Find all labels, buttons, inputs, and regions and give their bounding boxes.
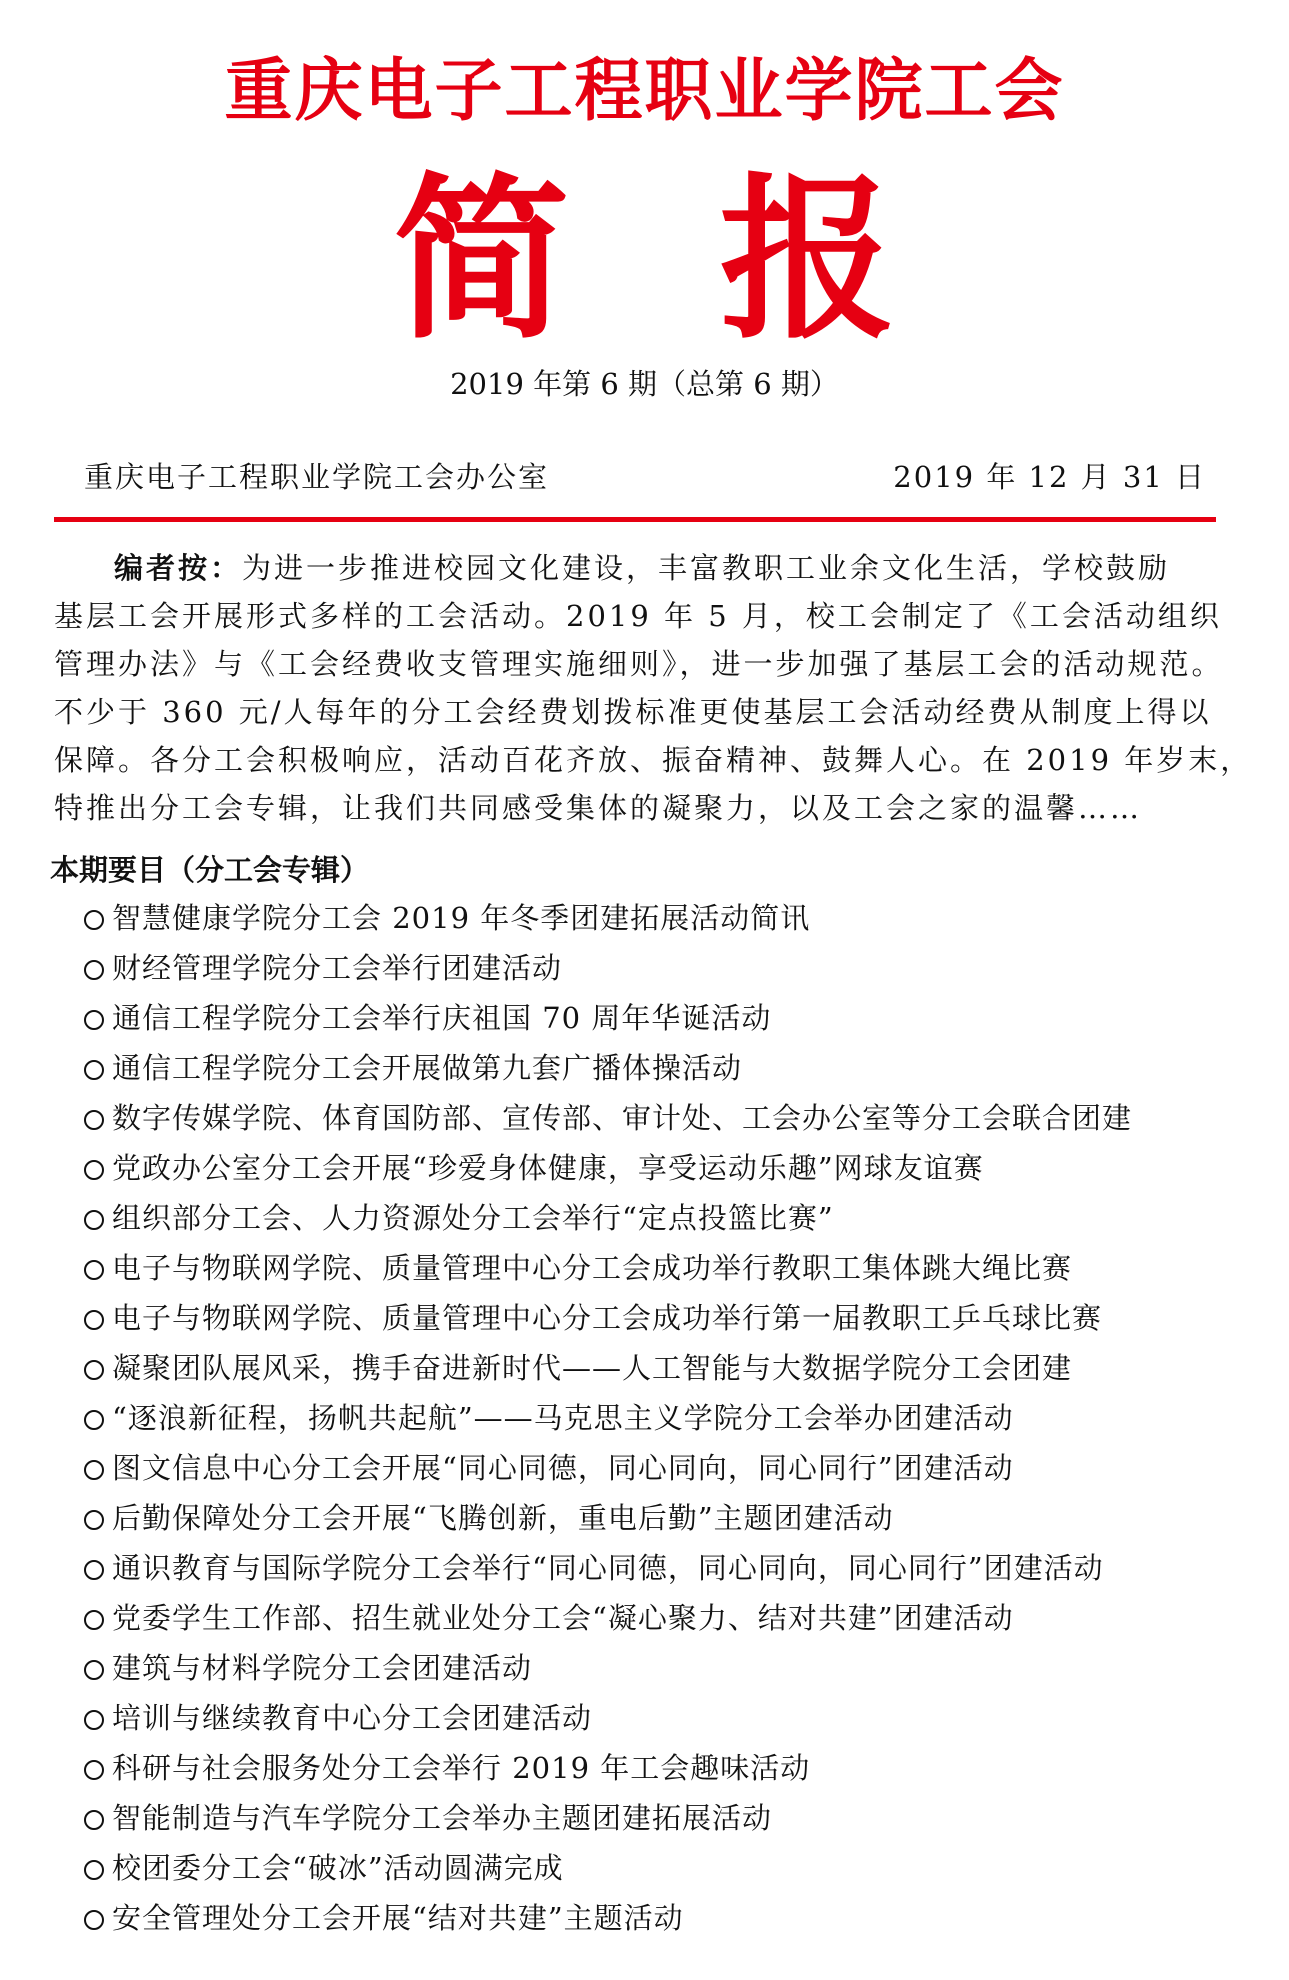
contents-item — [84, 1443, 1264, 1493]
contents-item-title: 智能制造与汽车学院分工会举办主题团建拓展活动 — [112, 1801, 773, 1835]
editor-note-line: 管理办法》与《工会经费收支管理实施细则》，进一步加强了基层工会的活动规范。 — [54, 647, 1224, 681]
contents-list — [84, 893, 1264, 1943]
organization-title: 重庆电子工程职业学院工会 — [224, 52, 1065, 131]
contents-item — [84, 1843, 1264, 1893]
contents-item — [84, 943, 1264, 993]
circle-bullet-icon — [84, 1760, 104, 1780]
circle-bullet-icon — [84, 1560, 104, 1580]
contents-item — [84, 1043, 1264, 1093]
contents-item-title: 图文信息中心分工会开展“同心同德，同心同向，同心同行”团建活动 — [112, 1451, 1014, 1485]
contents-item — [84, 993, 1264, 1043]
contents-item — [84, 1643, 1264, 1693]
contents-item-title: 校团委分工会“破冰”活动圆满完成 — [112, 1851, 564, 1885]
circle-bullet-icon — [84, 1860, 104, 1880]
contents-item — [84, 1593, 1264, 1643]
contents-item — [84, 1543, 1264, 1593]
circle-bullet-icon — [84, 1110, 104, 1130]
circle-bullet-icon — [84, 1810, 104, 1830]
contents-item-title: 通信工程学院分工会举行庆祖国 70 周年华诞活动 — [112, 1001, 772, 1035]
publish-date: 2019 年 12 月 31 日 — [893, 460, 1206, 494]
editor-note-line: 基层工会开展形式多样的工会活动。2019 年 5 月，校工会制定了《工会活动组织 — [54, 599, 1222, 633]
circle-bullet-icon — [84, 1460, 104, 1480]
circle-bullet-icon — [84, 1610, 104, 1630]
contents-item — [84, 1693, 1264, 1743]
contents-item-title: “逐浪新征程，扬帆共起航”——马克思主义学院分工会举办团建活动 — [112, 1401, 1014, 1435]
contents-item-title: 建筑与材料学院分工会团建活动 — [112, 1651, 533, 1685]
circle-bullet-icon — [84, 1010, 104, 1030]
circle-bullet-icon — [84, 1060, 104, 1080]
contents-item — [84, 1143, 1264, 1193]
circle-bullet-icon — [84, 1660, 104, 1680]
contents-item-title: 财经管理学院分工会举行团建活动 — [112, 951, 563, 985]
contents-item-title: 数字传媒学院、体育国防部、宣传部、审计处、工会办公室等分工会联合团建 — [112, 1101, 1133, 1135]
circle-bullet-icon — [84, 1310, 104, 1330]
contents-item — [84, 1393, 1264, 1443]
red-divider — [54, 517, 1216, 522]
contents-heading: 本期要目（分工会专辑） — [50, 853, 370, 887]
contents-item — [84, 1243, 1264, 1293]
circle-bullet-icon — [84, 1910, 104, 1930]
editor-note-line: 保障。各分工会积极响应，活动百花齐放、振奋精神、鼓舞人心。在 2019 年岁末， — [54, 743, 1253, 777]
contents-item-title: 通信工程学院分工会开展做第九套广播体操活动 — [112, 1051, 743, 1085]
contents-item — [84, 1343, 1264, 1393]
circle-bullet-icon — [84, 1410, 104, 1430]
contents-item — [84, 1893, 1264, 1943]
contents-item — [84, 1093, 1264, 1143]
circle-bullet-icon — [84, 1210, 104, 1230]
contents-item-title: 安全管理处分工会开展“结对共建”主题活动 — [112, 1901, 684, 1935]
contents-item-title: 培训与继续教育中心分工会团建活动 — [112, 1701, 593, 1735]
contents-item-title: 党政办公室分工会开展“珍爱身体健康，享受运动乐趣”网球友谊赛 — [112, 1151, 984, 1185]
masthead-title: 简报 — [393, 156, 1046, 363]
circle-bullet-icon — [84, 1710, 104, 1730]
editor-note — [54, 544, 1253, 832]
issue-number: 2019 年第 6 期（总第 6 期） — [450, 367, 839, 401]
circle-bullet-icon — [84, 1510, 104, 1530]
circle-bullet-icon — [84, 1360, 104, 1380]
circle-bullet-icon — [84, 1260, 104, 1280]
contents-item-title: 电子与物联网学院、质量管理中心分工会成功举行第一届教职工乒乓球比赛 — [112, 1301, 1103, 1335]
editor-note-label: 编者按： — [114, 551, 243, 585]
contents-item-title: 党委学生工作部、招生就业处分工会“凝心聚力、结对共建”团建活动 — [112, 1601, 1014, 1635]
contents-item — [84, 1743, 1264, 1793]
contents-item — [84, 1493, 1264, 1543]
contents-item-title: 后勤保障处分工会开展“飞腾创新，重电后勤”主题团建活动 — [112, 1501, 894, 1535]
contents-item — [84, 1293, 1264, 1343]
contents-item — [84, 1793, 1264, 1843]
editor-note-line: 不少于 360 元/人每年的分工会经费划拨标准更使基层工会活动经费从制度上得以 — [54, 695, 1212, 729]
contents-item — [84, 893, 1264, 943]
contents-item-title: 凝聚团队展风采，携手奋进新时代——人工智能与大数据学院分工会团建 — [112, 1351, 1073, 1385]
contents-item-title: 组织部分工会、人力资源处分工会举行“定点投篮比赛” — [112, 1201, 834, 1235]
contents-item-title: 科研与社会服务处分工会举行 2019 年工会趣味活动 — [112, 1751, 811, 1785]
editor-note-line: 特推出分工会专辑，让我们共同感受集体的凝聚力，以及工会之家的温馨…… — [54, 791, 1143, 825]
contents-item — [84, 1193, 1264, 1243]
circle-bullet-icon — [84, 910, 104, 930]
editor-note-text: 为进一步推进校园文化建设，丰富教职工业余文化生活，学校鼓励 — [242, 551, 1171, 585]
circle-bullet-icon — [84, 1160, 104, 1180]
publisher-office: 重庆电子工程职业学院工会办公室 — [84, 460, 550, 494]
editor-note-line — [54, 544, 1234, 592]
contents-item-title: 通识教育与国际学院分工会举行“同心同德，同心同向，同心同行”团建活动 — [112, 1551, 1104, 1585]
contents-item-title: 电子与物联网学院、质量管理中心分工会成功举行教职工集体跳大绳比赛 — [112, 1251, 1073, 1285]
circle-bullet-icon — [84, 960, 104, 980]
contents-item-title: 智慧健康学院分工会 2019 年冬季团建拓展活动简讯 — [112, 901, 811, 935]
